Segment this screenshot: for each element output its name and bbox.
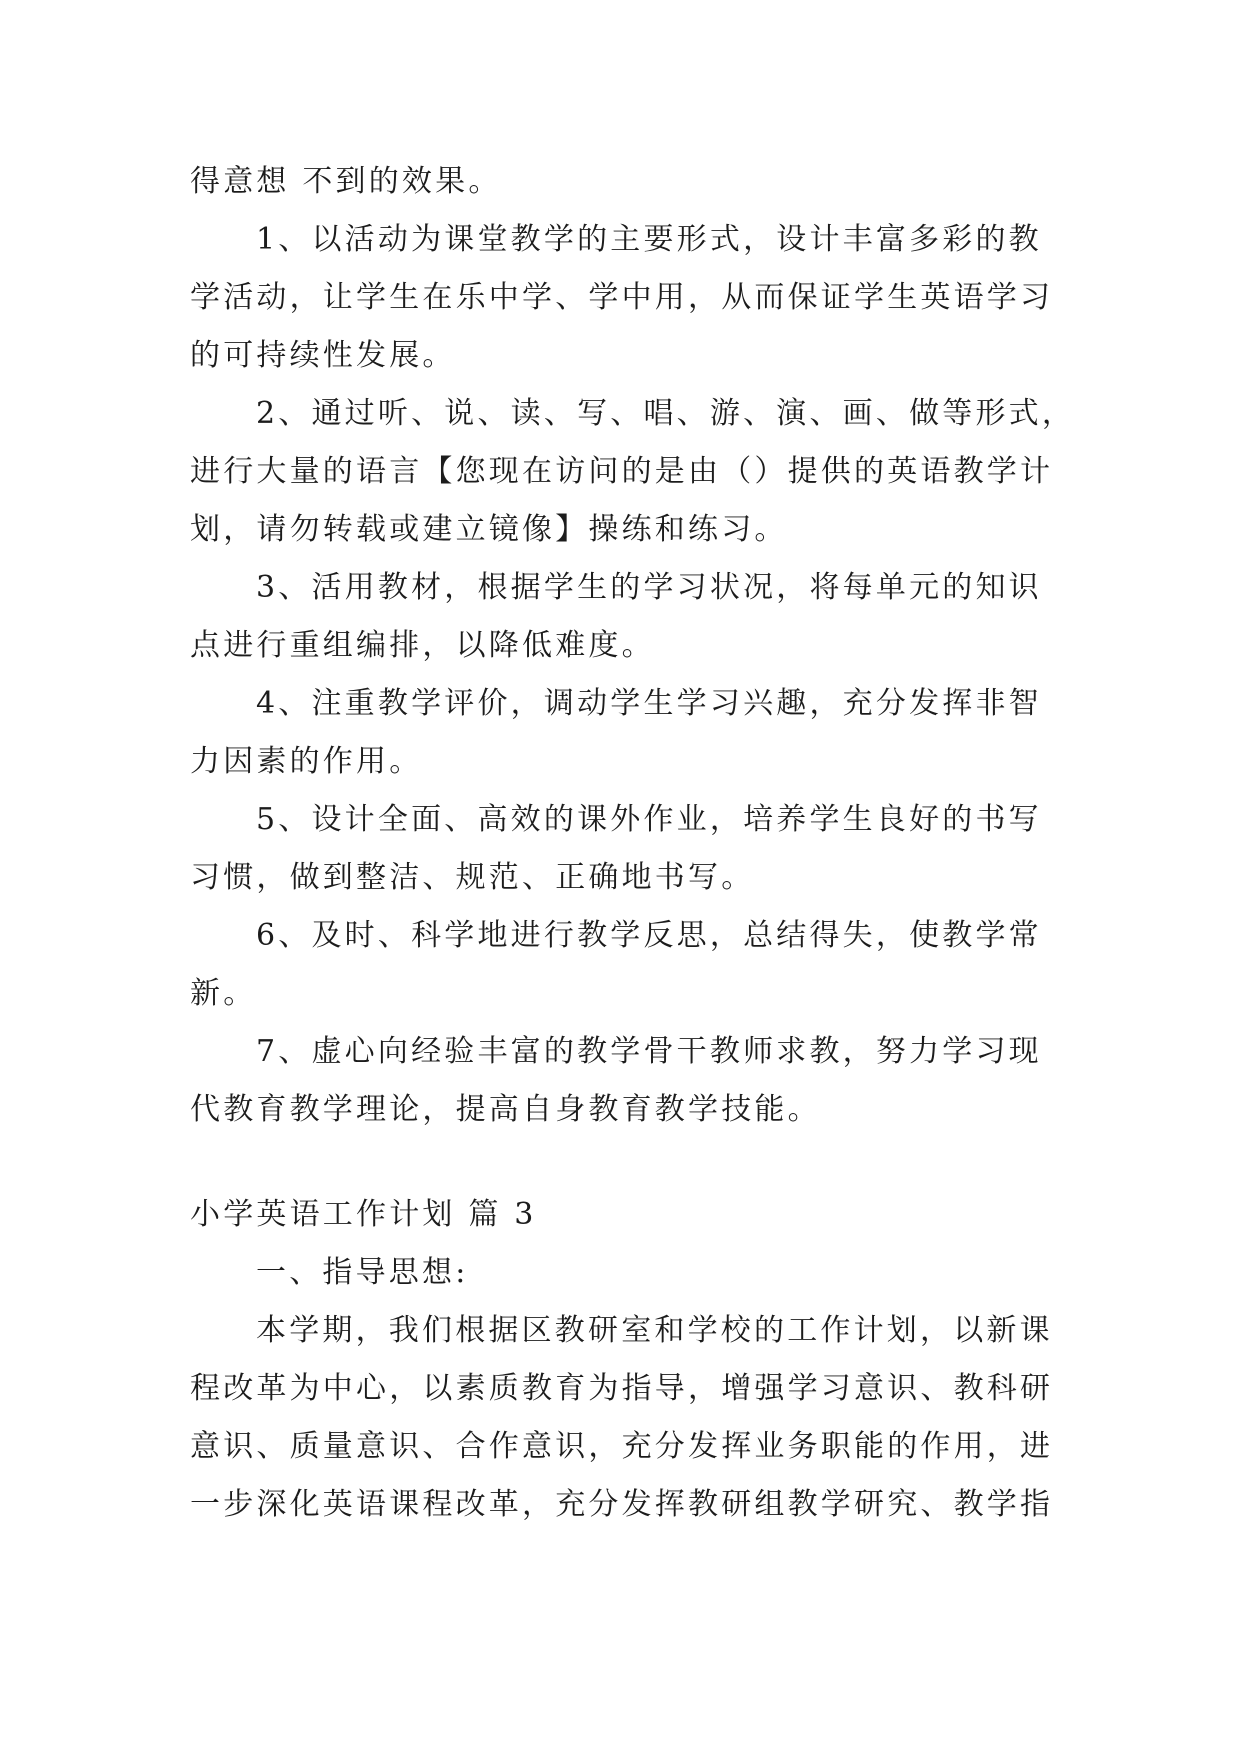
paragraph-line: 意识、质量意识、合作意识，充分发挥业务职能的作用，进	[190, 1429, 1054, 1464]
list-item-5	[190, 791, 1060, 907]
list-item-line: 6、及时、科学地进行教学反思，总结得失，使教学常	[256, 918, 1042, 953]
list-item-line: 1、以活动为课堂教学的主要形式，设计丰富多彩的教	[256, 222, 1042, 257]
paragraph-line: 程改革为中心，以素质教育为指导，增强学习意识、教科研	[190, 1371, 1054, 1406]
section-spacer	[190, 1139, 1060, 1186]
subheading: 一、指导思想:	[256, 1255, 469, 1290]
intro-tail-line: 得意想 不到的效果。	[190, 164, 502, 199]
list-item-line: 习惯，做到整洁、规范、正确地书写。	[190, 860, 755, 895]
list-item-line: 进行大量的语言【您现在访问的是由（）提供的英语教学计	[190, 454, 1054, 489]
list-item-line: 点进行重组编排，以降低难度。	[190, 628, 655, 663]
list-item-line: 力因素的作用。	[190, 744, 423, 779]
document-body	[190, 153, 1076, 1534]
paragraph-line: 本学期，我们根据区教研室和学校的工作计划，以新课	[256, 1313, 1053, 1348]
list-item-line: 7、虚心向经验丰富的教学骨干教师求教，努力学习现	[256, 1034, 1042, 1069]
list-item-line: 学活动，让学生在乐中学、学中用，从而保证学生英语学习	[190, 280, 1054, 315]
list-item-1	[190, 211, 1060, 385]
list-item-line: 的可持续性发展。	[190, 338, 456, 373]
list-item-line: 5、设计全面、高效的课外作业，培养学生良好的书写	[256, 802, 1042, 837]
list-item-line: 新。	[190, 976, 257, 1011]
list-item-line: 3、活用教材，根据学生的学习状况，将每单元的知识	[256, 570, 1042, 605]
list-item-7	[190, 1023, 1060, 1139]
list-item-4	[190, 675, 1060, 791]
list-item-6	[190, 907, 1060, 1023]
list-item-line: 划，请勿转载或建立镜像】操练和练习。	[190, 512, 788, 547]
section-title: 小学英语工作计划 篇 3	[190, 1197, 537, 1232]
list-item-line: 代教育教学理论，提高自身教育教学技能。	[190, 1092, 821, 1127]
paragraph-line: 一步深化英语课程改革，充分发挥教研组教学研究、教学指	[190, 1487, 1054, 1522]
guiding-paragraph	[190, 1302, 1060, 1534]
list-item-3	[190, 559, 1060, 675]
list-item-line: 4、注重教学评价，调动学生学习兴趣，充分发挥非智	[256, 686, 1042, 721]
list-item-line: 2、通过听、说、读、写、唱、游、演、画、做等形式，	[256, 396, 1076, 431]
list-item-2	[190, 385, 1076, 559]
